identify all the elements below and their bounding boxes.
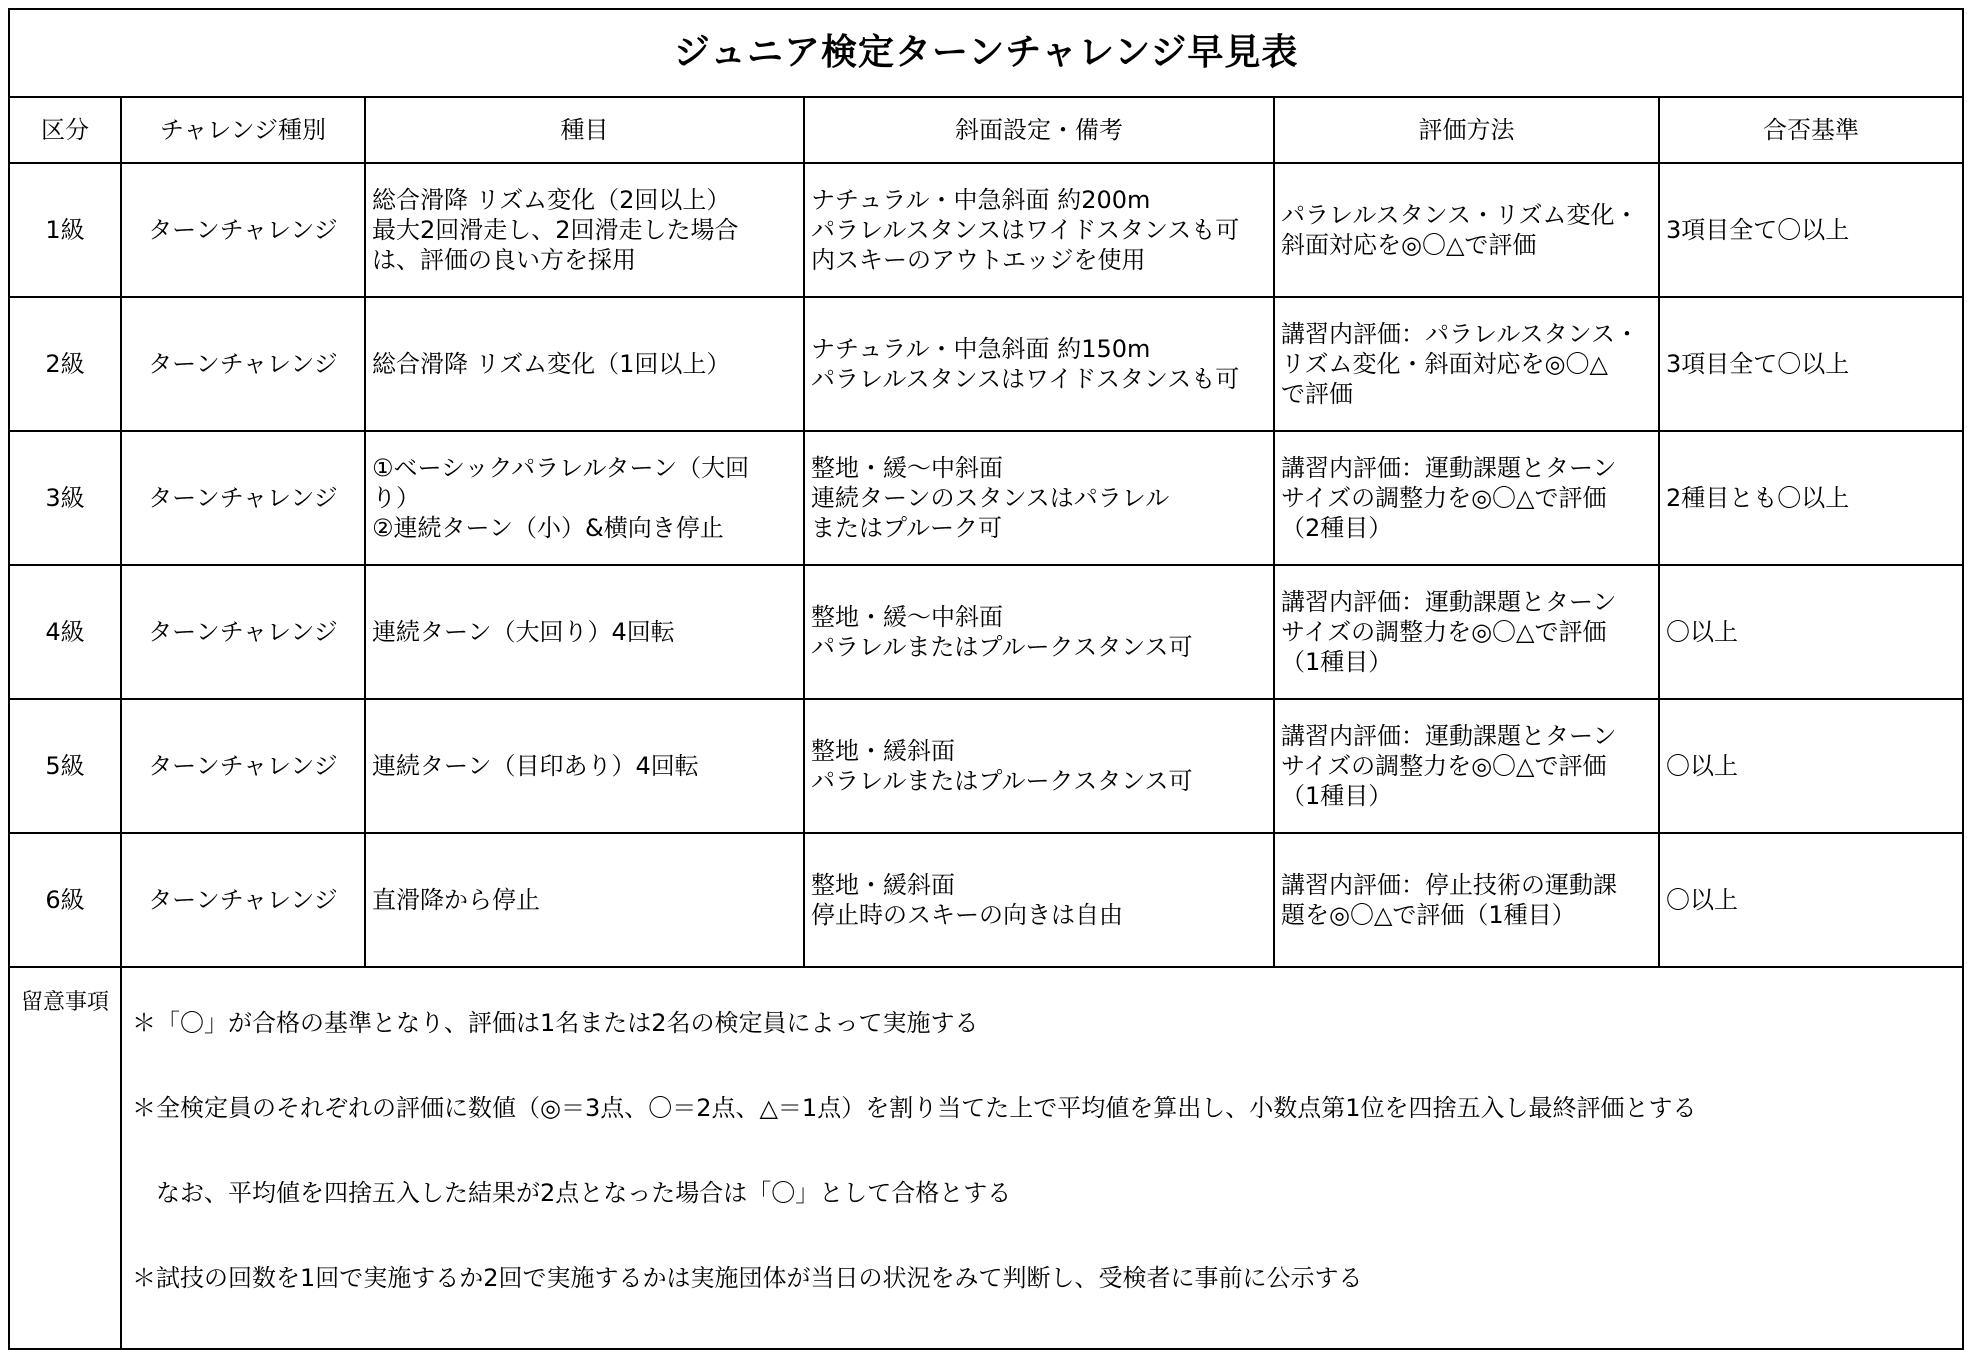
slope-cell: ナチュラル・中急斜面 約200m パラレルスタンスはワイドスタンスも可 内スキーのアウトエッジを使用: [804, 163, 1274, 297]
criteria-cell: 2種目とも〇以上: [1659, 431, 1963, 565]
note-line: ＊試技の回数を1回で実施するか2回で実施するかは実施団体が当日の状況をみて判断し、受検者に事前に公示する: [132, 1264, 1363, 1292]
header-row: [9, 97, 1963, 163]
event-cell: 総合滑降 リズム変化（1回以上）: [365, 297, 804, 431]
quick-reference-sheet: [8, 8, 1962, 1292]
grade-cell: 2級: [9, 297, 121, 431]
event-cell: 直滑降から停止: [365, 833, 804, 967]
turn-challenge-table: [8, 8, 1964, 1350]
event-cell: 連続ターン（大回り）4回転: [365, 565, 804, 699]
header-grade: 区分: [9, 97, 121, 163]
table-row: [9, 833, 1963, 967]
slope-cell: 整地・緩斜面 停止時のスキーの向きは自由: [804, 833, 1274, 967]
table-row: [9, 431, 1963, 565]
notes-cell: [121, 967, 1963, 1349]
grade-cell: 4級: [9, 565, 121, 699]
grade-cell: 3級: [9, 431, 121, 565]
notes-label: 留意事項: [9, 967, 121, 1349]
criteria-cell: 〇以上: [1659, 565, 1963, 699]
challenge-type-cell: ターンチャレンジ: [121, 297, 365, 431]
header-challenge-type: チャレンジ種別: [121, 97, 365, 163]
note-line: ＊全検定員のそれぞれの評価に数値（◎＝3点、〇＝2点、△＝1点）を割り当てた上で平均値を算出し、小数点第1位を四捨五入し最終評価とする: [132, 1094, 1697, 1122]
header-evaluation-method: 評価方法: [1274, 97, 1659, 163]
grade-cell: 1級: [9, 163, 121, 297]
evaluation-cell: 講習内評価：停止技術の運動課 題を◎〇△で評価（1種目）: [1274, 833, 1659, 967]
header-event: 種目: [365, 97, 804, 163]
table-title: ジュニア検定ターンチャレンジ早見表: [9, 9, 1963, 97]
grade-cell: 5級: [9, 699, 121, 833]
slope-cell: 整地・緩斜面 パラレルまたはプルークスタンス可: [804, 699, 1274, 833]
challenge-type-cell: ターンチャレンジ: [121, 699, 365, 833]
note-line: ＊「〇」が合格の基準となり、評価は1名または2名の検定員によって実施する: [132, 1009, 979, 1037]
evaluation-cell: 講習内評価：運動課題とターン サイズの調整力を◎〇△で評価 （1種目）: [1274, 565, 1659, 699]
event-cell: 連続ターン（目印あり）4回転: [365, 699, 804, 833]
header-slope-notes: 斜面設定・備考: [804, 97, 1274, 163]
criteria-cell: 〇以上: [1659, 833, 1963, 967]
challenge-type-cell: ターンチャレンジ: [121, 565, 365, 699]
slope-cell: 整地・緩～中斜面 連続ターンのスタンスはパラレル またはプルーク可: [804, 431, 1274, 565]
table-row: [9, 565, 1963, 699]
evaluation-cell: 講習内評価：運動課題とターン サイズの調整力を◎〇△で評価 （2種目）: [1274, 431, 1659, 565]
evaluation-cell: 講習内評価：運動課題とターン サイズの調整力を◎〇△で評価 （1種目）: [1274, 699, 1659, 833]
criteria-cell: 〇以上: [1659, 699, 1963, 833]
evaluation-cell: パラレルスタンス・リズム変化・ 斜面対応を◎〇△で評価: [1274, 163, 1659, 297]
slope-cell: ナチュラル・中急斜面 約150m パラレルスタンスはワイドスタンスも可: [804, 297, 1274, 431]
criteria-cell: 3項目全て〇以上: [1659, 163, 1963, 297]
challenge-type-cell: ターンチャレンジ: [121, 431, 365, 565]
notes-row: [9, 967, 1963, 1349]
challenge-type-cell: ターンチャレンジ: [121, 833, 365, 967]
event-cell: 総合滑降 リズム変化（2回以上） 最大2回滑走し、2回滑走した場合 は、評価の良い方を採用: [365, 163, 804, 297]
criteria-cell: 3項目全て〇以上: [1659, 297, 1963, 431]
slope-cell: 整地・緩～中斜面 パラレルまたはプルークスタンス可: [804, 565, 1274, 699]
note-line: なお、平均値を四捨五入した結果が2点となった場合は「〇」として合格とする: [132, 1179, 1012, 1207]
table-row: [9, 297, 1963, 431]
evaluation-cell: 講習内評価：パラレルスタンス・ リズム変化・斜面対応を◎〇△ で評価: [1274, 297, 1659, 431]
table-row: [9, 699, 1963, 833]
challenge-type-cell: ターンチャレンジ: [121, 163, 365, 297]
header-pass-criteria: 合否基準: [1659, 97, 1963, 163]
event-cell: ①ベーシックパラレルターン（大回り） ②連続ターン（小）&横向き停止: [365, 431, 804, 565]
table-row: [9, 163, 1963, 297]
grade-cell: 6級: [9, 833, 121, 967]
